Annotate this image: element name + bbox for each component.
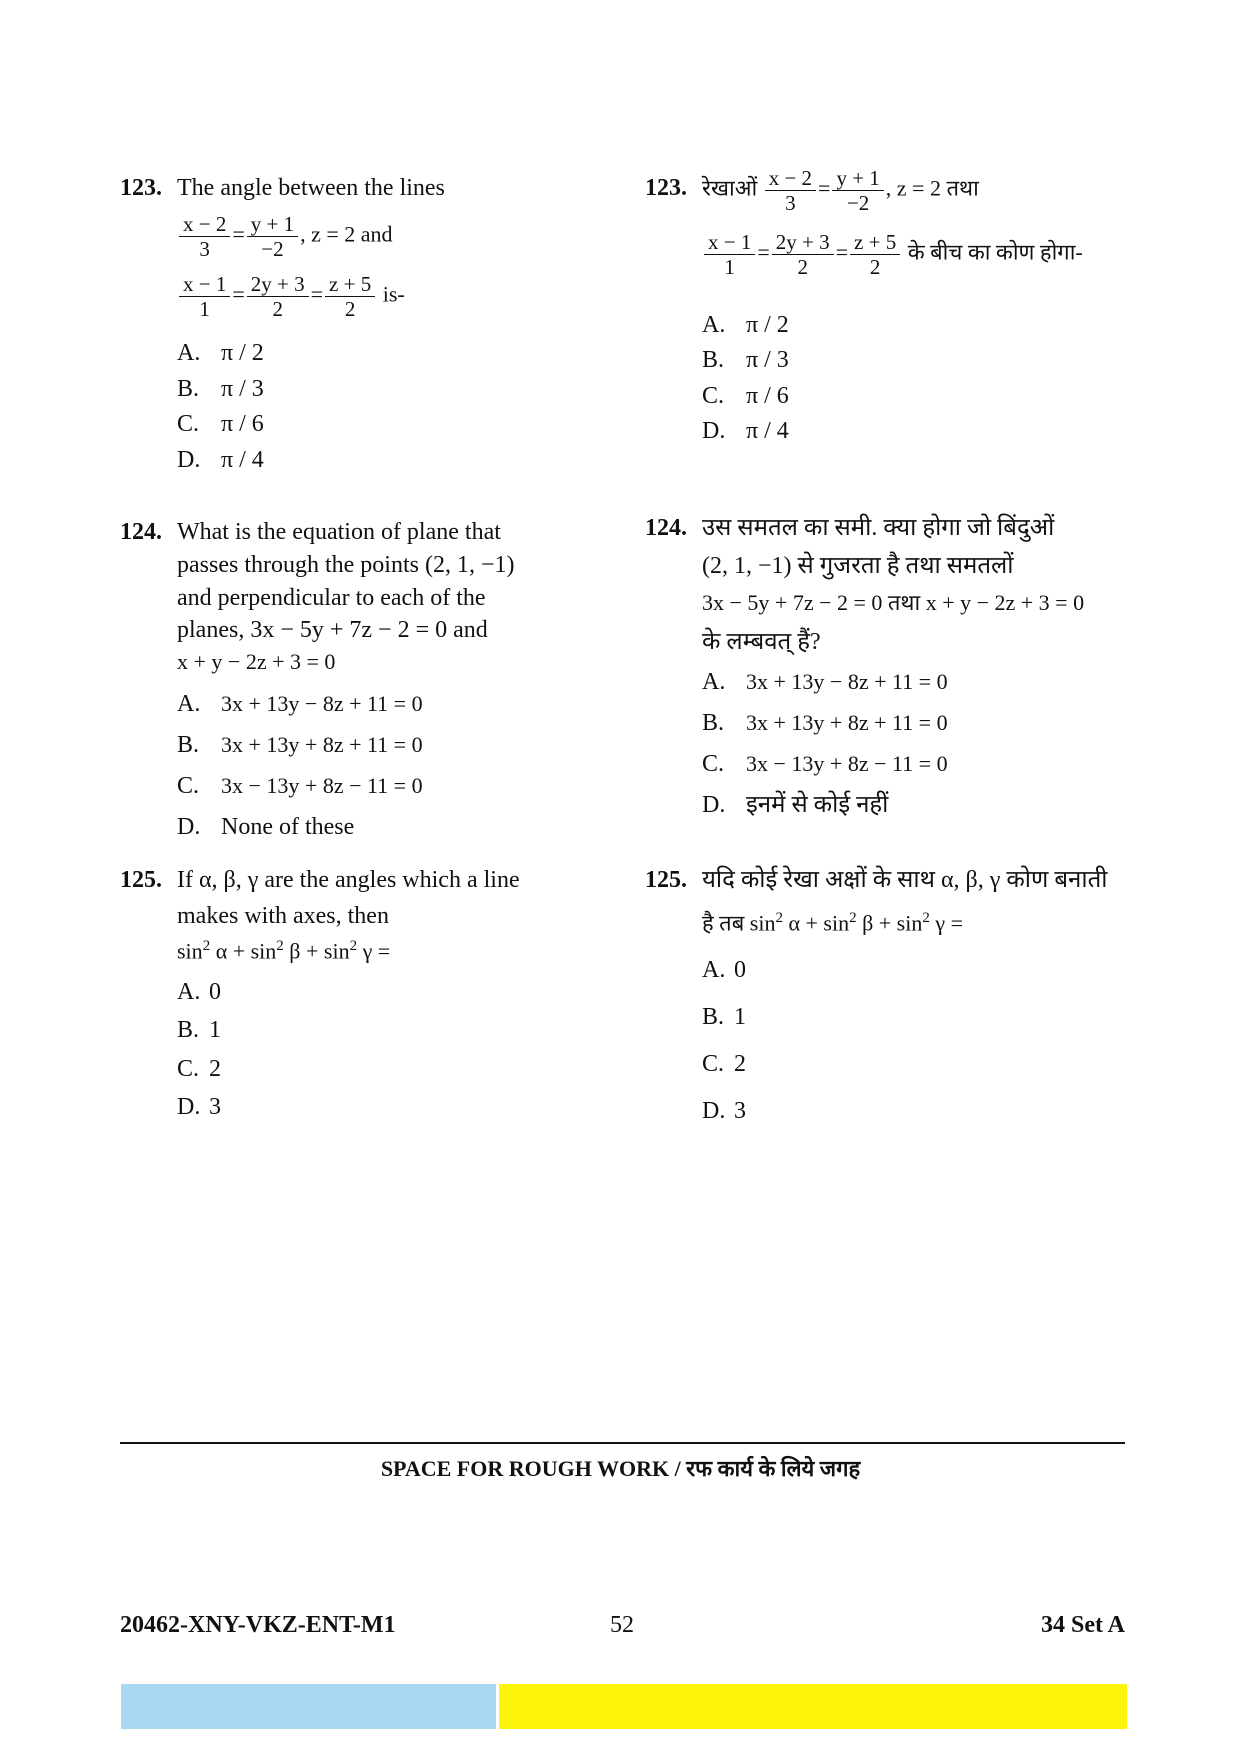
fraction: $\frac{2y + 3}{2}$	[772, 230, 834, 279]
option-d: D. π / 4	[702, 418, 789, 444]
option-a: A. π / 2	[702, 312, 789, 338]
question-formula: $\sin^2 \alpha + \sin^2 \beta + \sin^2 \gamma$ =	[177, 938, 391, 964]
option-a: A. 0	[177, 979, 221, 1005]
question-line: and perpendicular to each of the	[177, 585, 486, 611]
question-line: planes, 3x − 5y + 7z − 2 = 0 and	[177, 617, 488, 643]
question-line: What is the equation of plane that	[177, 519, 501, 545]
question-number: 123.	[645, 175, 687, 201]
fraction: $\frac{x - 2}{3}$	[765, 166, 816, 215]
fraction: $\frac{z + 5}{2}$	[850, 230, 900, 279]
option-a: A. π / 2	[177, 340, 264, 366]
question-line: passes through the points (2, 1, −1)	[177, 552, 515, 578]
question-line: के लम्बवत् हैं?	[702, 629, 821, 655]
option-c: C. 2	[702, 1051, 746, 1077]
line-equation-2: $\frac{x - 1}{1}$ = $\frac{2y + 3}{2}$ = $\frac{z + 5}{2}$ is-	[177, 272, 405, 321]
question-number: 123.	[120, 175, 162, 201]
option-b: B. 3x + 13y + 8z + 11 = 0	[702, 710, 948, 736]
set-label: 34 Set A	[1041, 1612, 1125, 1638]
fraction: $\frac{y + 1}{-2}$	[247, 212, 298, 261]
option-d: D. None of these	[177, 814, 355, 840]
question-number: 125.	[120, 867, 162, 893]
option-d: D. 3	[702, 1098, 746, 1124]
page-number: 52	[610, 1612, 634, 1638]
option-c: C. 3x − 13y + 8z − 11 = 0	[177, 773, 423, 799]
question-number: 125.	[645, 867, 687, 893]
option-b: B. 1	[702, 1004, 746, 1030]
question-line: x + y − 2z + 3 = 0	[177, 649, 336, 674]
option-c: C. π / 6	[702, 383, 789, 409]
question-line: यदि कोई रेखा अक्षों के साथ α, β, γ कोण बनाती	[702, 867, 1108, 893]
option-a: A. 0	[702, 957, 746, 983]
option-a: A. 3x + 13y − 8z + 11 = 0	[702, 669, 948, 695]
line-equation-1: रेखाओं $\frac{x - 2}{3}$ = $\frac{y + 1}{-2}$ , z = 2 तथा	[702, 166, 979, 216]
question-line: (2, 1, −1) से गुजरता है तथा समतलों	[702, 553, 1014, 579]
option-b: B. π / 3	[702, 347, 789, 373]
option-d: D. 3	[177, 1094, 221, 1120]
option-d: D. इनमें से कोई नहीं	[702, 792, 889, 818]
line-equation-2: $\frac{x - 1}{1}$ = $\frac{2y + 3}{2}$ = $\frac{z + 5}{2}$ के बीच का कोण होगा-	[702, 230, 1083, 279]
option-a: A. 3x + 13y − 8z + 11 = 0	[177, 691, 423, 717]
option-b: B. 1	[177, 1017, 221, 1043]
question-line: If α, β, γ are the angles which a line	[177, 867, 520, 893]
footer-color-bar-yellow	[499, 1684, 1127, 1729]
question-line: makes with axes, then	[177, 903, 389, 929]
option-c: C. π / 6	[177, 411, 264, 437]
question-formula: है तब $\sin^2 \alpha + \sin^2 \beta + \sin^2 \gamma$ =	[702, 910, 963, 936]
question-number: 124.	[645, 515, 687, 541]
option-b: B. 3x + 13y + 8z + 11 = 0	[177, 732, 423, 758]
question-text: The angle between the lines	[177, 175, 445, 201]
rough-work-heading: SPACE FOR ROUGH WORK / रफ कार्य के लिये जगह	[380, 1456, 861, 1481]
question-line: उस समतल का समी. क्या होगा जो बिंदुओं	[702, 515, 1055, 541]
fraction: $\frac{x - 1}{1}$	[704, 230, 755, 279]
booklet-code: 20462-XNY-VKZ-ENT-M1	[120, 1612, 396, 1638]
question-number: 124.	[120, 519, 162, 545]
option-c: C. 2	[177, 1056, 221, 1082]
option-b: B. π / 3	[177, 376, 264, 402]
fraction: $\frac{y + 1}{-2}$	[832, 166, 883, 215]
option-c: C. 3x − 13y + 8z − 11 = 0	[702, 751, 948, 777]
fraction: $\frac{x - 1}{1}$	[179, 272, 230, 321]
question-line: 3x − 5y + 7z − 2 = 0 तथा x + y − 2z + 3 = 0	[702, 590, 1085, 615]
fraction: $\frac{x - 2}{3}$	[179, 212, 230, 261]
option-d: D. π / 4	[177, 447, 264, 473]
fraction: $\frac{2y + 3}{2}$	[247, 272, 309, 321]
line-equation-1: $\frac{x - 2}{3}$ = $\frac{y + 1}{-2}$ , z = 2 and	[177, 212, 393, 261]
footer-color-bar-blue	[121, 1684, 496, 1729]
rough-work-divider	[120, 1442, 1125, 1444]
fraction: $\frac{z + 5}{2}$	[325, 272, 375, 321]
